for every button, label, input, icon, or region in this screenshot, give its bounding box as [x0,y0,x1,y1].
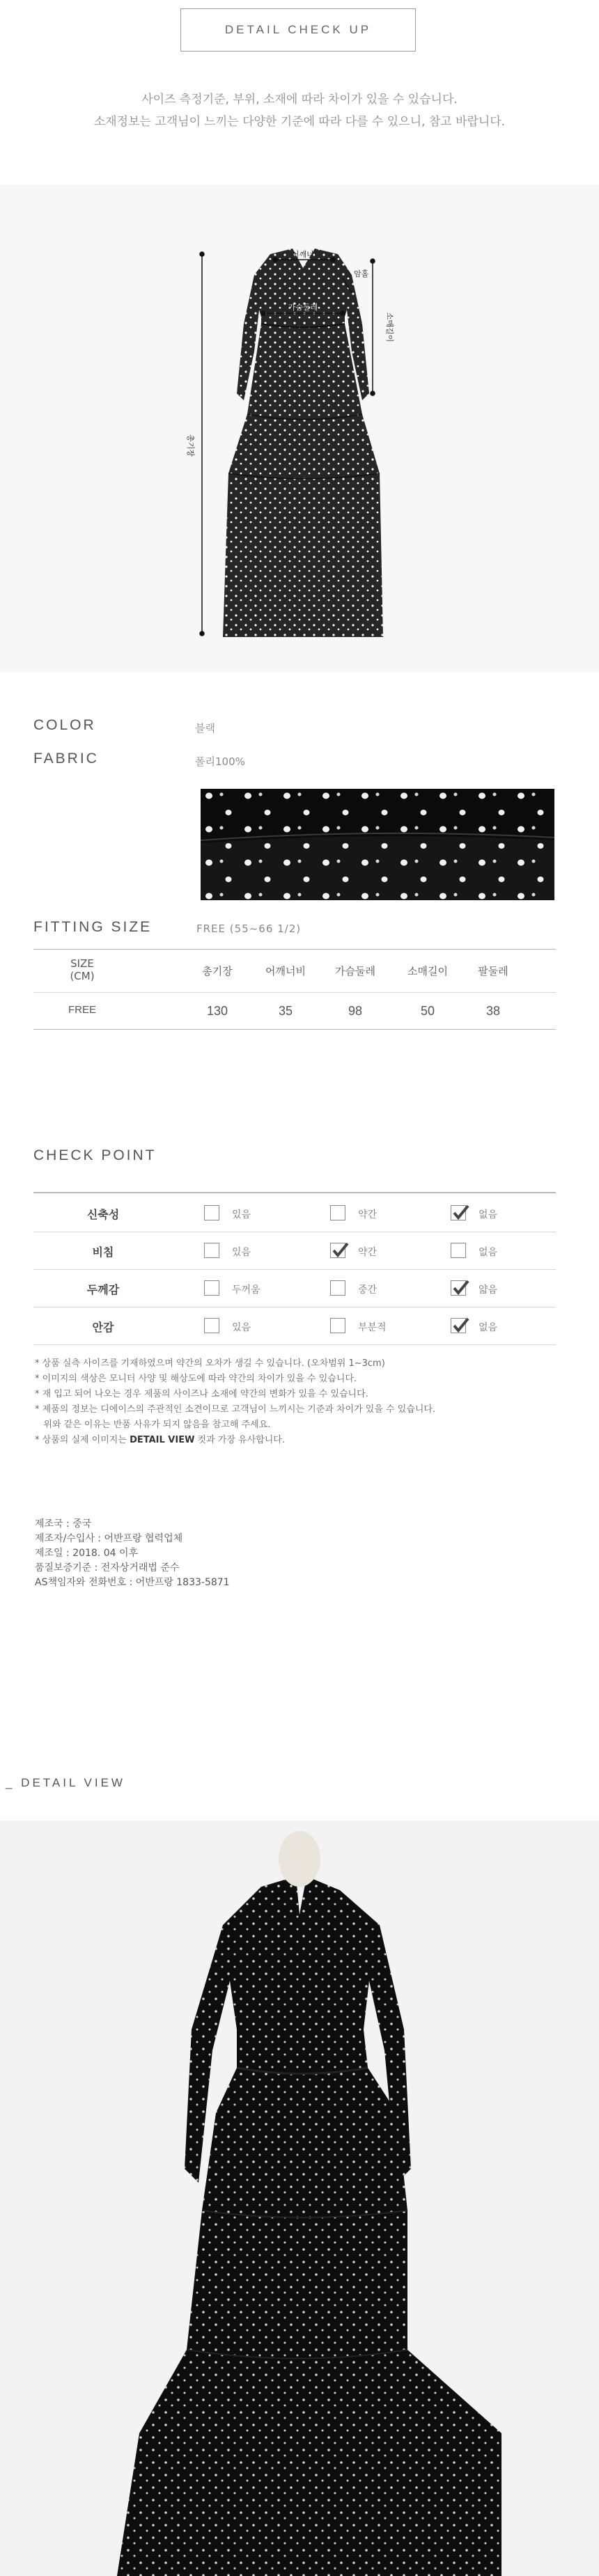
note-line: 위와 같은 이유는 반품 사유가 되지 않음을 참고해 주세요. [35,1420,271,1430]
check-mark-icon [451,1317,469,1335]
label-sleeve: 소매길이 [385,312,394,343]
check-point-option: 중간 [358,1285,378,1296]
detail-view-title: _ DETAIL VIEW [6,1776,125,1789]
check-point-option: 있음 [232,1322,251,1333]
checkbox-unchecked [204,1280,219,1296]
label-shoulder: 어깨너비 [291,250,322,259]
size-table-cell: 130 [206,1004,228,1018]
measurement-illustration [0,184,599,672]
check-point-option: 있음 [232,1209,251,1220]
check-point-top-rule [33,1192,556,1193]
detail-check-up-title: DETAIL CHECK UP [180,8,416,52]
check-point-option: 없음 [479,1247,498,1258]
check-point-label: 두께감 [86,1283,120,1296]
size-table-cell: 98 [348,1004,363,1018]
checkbox-unchecked [204,1318,219,1333]
note-text: 컷과 가장 유사합니다. [194,1435,285,1445]
checkbox-unchecked [330,1318,345,1333]
maker-info-line: 제조일 : 2018. 04 이후 [35,1548,139,1559]
size-table-header-3: 가슴둘레 [335,965,375,977]
check-point-option: 약간 [358,1247,378,1258]
note-line: * 재 입고 되어 나오는 경우 제품의 사이즈나 소재에 약간의 변화가 있을 수 있습니다. [35,1389,368,1399]
check-point-option: 두꺼움 [232,1285,260,1296]
check-point-option: 없음 [479,1209,498,1220]
check-point-row-rule [33,1344,556,1345]
fitting-size-note: FREE (55~66 1/2) [196,922,302,935]
notice-line-2: 소재정보는 고객님이 느끼는 다양한 기준에 따라 다를 수 있으니, 참고 바랍니다. [93,115,506,129]
checkbox-unchecked [204,1243,219,1258]
note-line: * 상품 실측 사이즈를 기재하였으며 약간의 오차가 생길 수 있습니다. (오차범위 1~3cm) [35,1358,385,1369]
fabric-swatch [201,789,554,900]
label-armhole: 암홀 [354,269,369,278]
checkbox-unchecked [330,1280,345,1296]
check-point-option: 얇음 [479,1285,498,1296]
maker-info-line: 품질보증기준 : 전자상거래법 준수 [35,1562,180,1573]
check-point-label: 안감 [92,1321,114,1334]
checkbox-checked [451,1205,466,1220]
size-table-bottom-rule [33,1029,556,1030]
maker-info-line: 제조자/수입사 : 어반프랑 협력업체 [35,1533,183,1544]
size-table-cell: FREE [68,1004,96,1016]
size-table-header-2: 어깨너비 [265,965,306,977]
check-point-row-rule [33,1269,556,1270]
check-point-option: 없음 [479,1322,498,1333]
note-emphasis: DETAIL VIEW [130,1435,195,1445]
checkbox-checked [451,1318,466,1333]
size-table-mid-rule [33,992,556,993]
maker-info-line: 제조국 : 중국 [35,1518,92,1530]
checkbox-unchecked [451,1243,466,1258]
label-length: 총기장 [186,434,195,457]
notice-line-1: 사이즈 측정기준, 부위, 소재에 따라 차이가 있을 수 있습니다. [141,93,458,107]
check-mark-icon [331,1242,349,1260]
check-point-title: CHECK POINT [33,1147,157,1163]
check-point-option: 약간 [358,1209,378,1220]
note-text: * 상품의 실제 이미지는 [35,1435,130,1445]
check-point-label: 비침 [92,1246,114,1259]
size-table-top-rule [33,949,556,950]
size-table-cell: 50 [420,1004,435,1018]
maker-info-line: AS책임자와 전화번호 : 어반프랑 1833-5871 [35,1577,230,1588]
checkbox-unchecked [330,1205,345,1220]
check-point-label: 신축성 [86,1208,120,1221]
size-table-header-5: 팔둘레 [478,965,508,977]
check-mark-icon [451,1280,469,1298]
checkbox-unchecked [204,1205,219,1220]
check-point-option: 있음 [232,1247,251,1258]
check-point-option: 부분적 [358,1322,387,1333]
label-chest: 가슴둘레 [288,303,318,312]
size-table-cell: 35 [278,1004,293,1018]
color-label: COLOR [33,717,96,733]
fitting-size-label: FITTING SIZE [33,919,153,935]
size-table-header-0: SIZE (CM) [70,957,95,982]
size-table-header-4: 소매길이 [407,965,448,977]
fabric-label: FABRIC [33,751,99,767]
note-line: * 제품의 정보는 디에이스의 주관적인 소견이므로 고객님이 느끼시는 기준과 차이가 있을 수 있습니다. [35,1404,436,1415]
model-photo [0,1821,599,2576]
fabric-value: 폴리100% [195,755,245,768]
color-value: 블랙 [195,722,215,735]
checkbox-checked [451,1280,466,1296]
size-table-cell: 38 [485,1004,501,1018]
size-table-header-1: 총기장 [202,965,233,977]
note-line: * 이미지의 색상은 모니터 사양 및 해상도에 따라 약간의 차이가 있을 수 있습니다. [35,1374,357,1384]
check-mark-icon [451,1204,469,1223]
note-line [35,1432,285,1445]
checkbox-checked [330,1243,345,1258]
